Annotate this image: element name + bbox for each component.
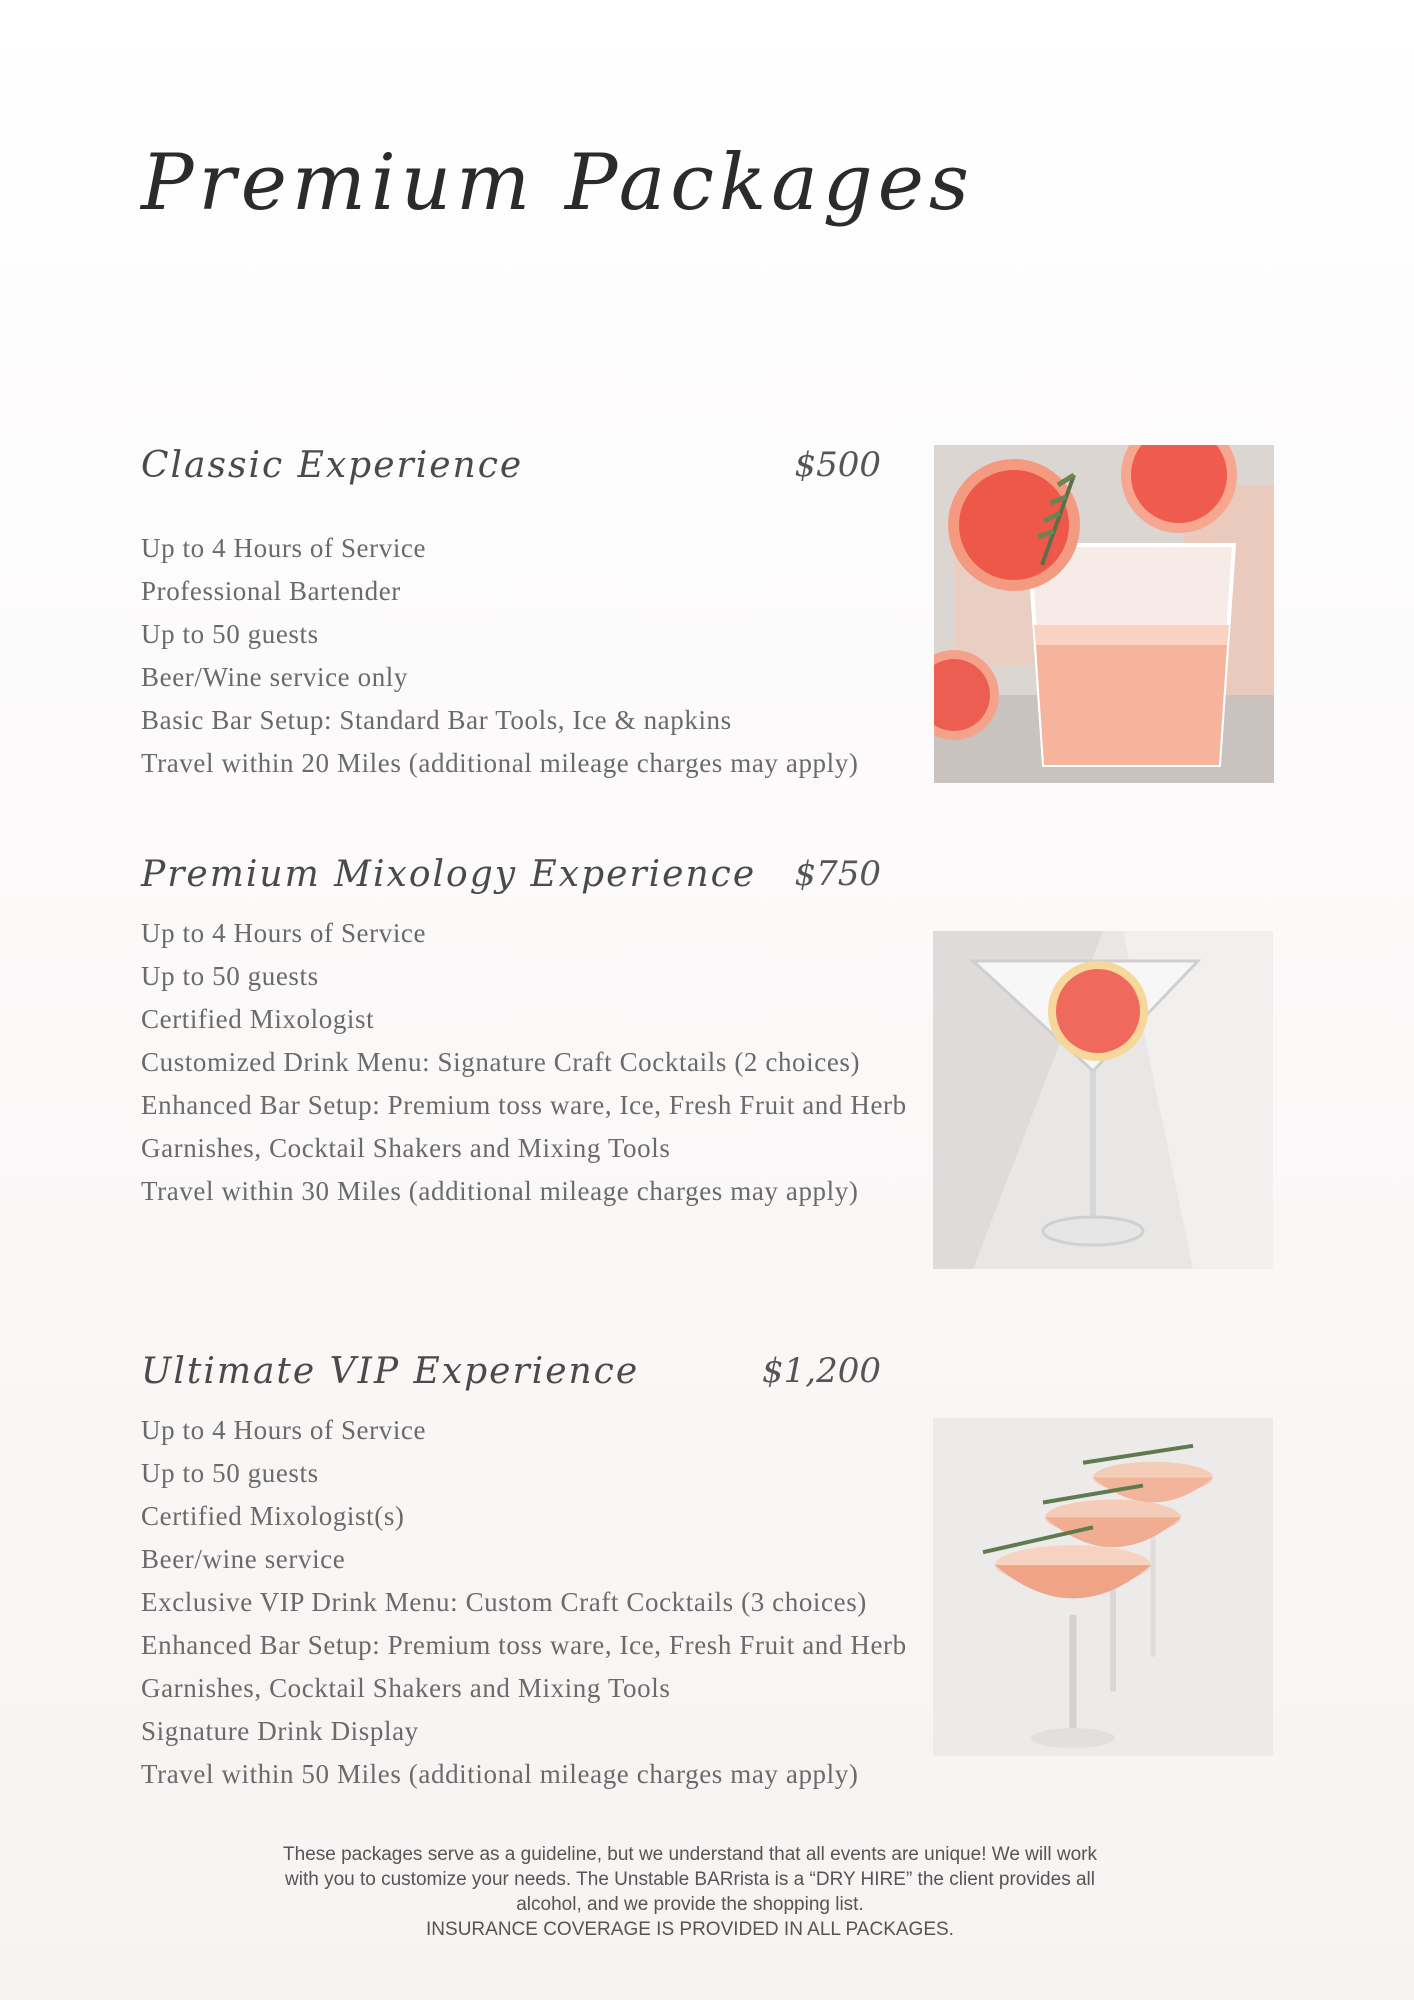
- coupe-cocktails-photo: [933, 1418, 1273, 1756]
- feature-item: Beer/Wine service only: [141, 662, 409, 692]
- martini-cocktail-photo: [933, 931, 1273, 1269]
- feature-item: Garnishes, Cocktail Shakers and Mixing Tools: [141, 1673, 671, 1703]
- package-name: Ultimate VIP Experience: [141, 1351, 640, 1392]
- grapefruit-cocktail-photo: [934, 445, 1274, 783]
- page-title: Premium Packages: [141, 138, 974, 228]
- footer-line: with you to customize your needs. The Unstable BARrista is a “DRY HIRE” the client provides all: [285, 1869, 1095, 1890]
- feature-item: Certified Mixologist: [141, 1004, 375, 1034]
- feature-item: Up to 4 Hours of Service: [141, 1415, 427, 1445]
- feature-item: Enhanced Bar Setup: Premium toss ware, Ice, Fresh Fruit and Herb: [141, 1630, 907, 1660]
- feature-item: Signature Drink Display: [141, 1716, 419, 1746]
- footer-line: These packages serve as a guideline, but we understand that all events are unique! We will work: [283, 1844, 1097, 1865]
- feature-item: Up to 50 guests: [141, 961, 319, 991]
- feature-list: [141, 1409, 921, 1796]
- feature-item: Basic Bar Setup: Standard Bar Tools, Ice & napkins: [141, 705, 732, 735]
- package-classic: [141, 445, 921, 785]
- package-header: [141, 445, 921, 495]
- feature-item: Professional Bartender: [141, 576, 401, 606]
- feature-list: [141, 912, 921, 1213]
- package-header: [141, 854, 921, 904]
- feature-item: Certified Mixologist(s): [141, 1501, 405, 1531]
- package-ultimate-vip: [141, 1351, 921, 1796]
- package-price: $1,200: [762, 1351, 881, 1391]
- package-price: $500: [794, 445, 881, 485]
- feature-item: Travel within 30 Miles (additional mileage charges may apply): [141, 1176, 859, 1206]
- feature-item: Up to 4 Hours of Service: [141, 918, 427, 948]
- feature-item: Travel within 20 Miles (additional mileage charges may apply): [141, 748, 859, 778]
- feature-item: Up to 50 guests: [141, 619, 319, 649]
- footer-insurance: INSURANCE COVERAGE IS PROVIDED IN ALL PACKAGES.: [426, 1919, 954, 1940]
- package-premium-mixology: [141, 854, 921, 1213]
- feature-item: Enhanced Bar Setup: Premium toss ware, Ice, Fresh Fruit and Herb: [141, 1090, 907, 1120]
- package-price: $750: [794, 854, 881, 894]
- package-name: Premium Mixology Experience: [141, 854, 757, 895]
- footer-line: alcohol, and we provide the shopping list.: [516, 1894, 864, 1915]
- package-name: Classic Experience: [141, 445, 524, 486]
- package-header: [141, 1351, 921, 1401]
- feature-list: [141, 527, 921, 785]
- footer-note: [230, 1842, 1150, 1942]
- feature-item: Garnishes, Cocktail Shakers and Mixing Tools: [141, 1133, 671, 1163]
- feature-item: Exclusive VIP Drink Menu: Custom Craft Cocktails (3 choices): [141, 1587, 867, 1617]
- feature-item: Up to 4 Hours of Service: [141, 533, 427, 563]
- feature-item: Beer/wine service: [141, 1544, 346, 1574]
- feature-item: Up to 50 guests: [141, 1458, 319, 1488]
- feature-item: Travel within 50 Miles (additional mileage charges may apply): [141, 1759, 859, 1789]
- feature-item: Customized Drink Menu: Signature Craft Cocktails (2 choices): [141, 1047, 861, 1077]
